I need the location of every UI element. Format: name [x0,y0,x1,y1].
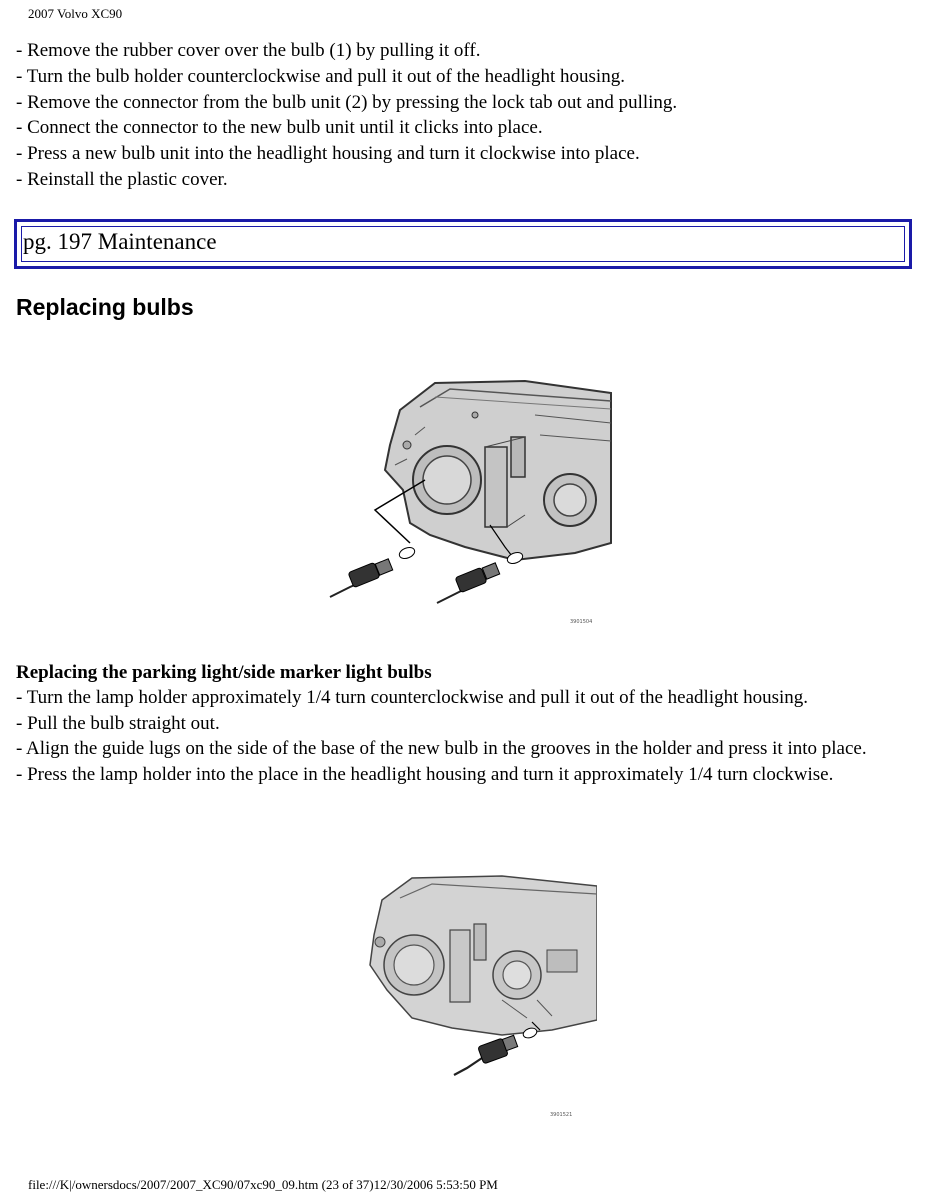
parking-light-figure [352,870,597,1120]
instruction-step: - Reinstall the plastic cover. [16,168,228,190]
parking-light-heading: Replacing the parking light/side marker light bulbs [16,662,432,683]
bulb-replacement-steps [16,38,677,193]
file-path-footer: file:///K|/ownersdocs/2007/2007_XC90/07xc90_09.htm (23 of 37)12/30/2006 5:53:50 PM [28,1177,498,1192]
section-title: Replacing bulbs [16,294,194,320]
instruction-step: - Turn the lamp holder approximately 1/4 turn counterclockwise and pull it out of the headlight housing. [16,687,809,708]
parking-light-illustration [352,870,597,1120]
instruction-step: - Turn the bulb holder counterclockwise and pull it out of the headlight housing. [16,65,625,87]
document-header: 2007 Volvo XC90 [28,6,123,21]
headlight-illustration [325,375,615,630]
instruction-step: - Pull the bulb straight out. [16,712,220,734]
instruction-step: - Connect the connector to the new bulb unit until it clicks into place. [16,117,543,139]
page-marker-box [14,219,912,269]
instruction-step: - Press a new bulb unit into the headlight housing and turn it clockwise into place. [16,143,640,165]
instruction-step: - Press the lamp holder into the place in the headlight housing and turn it approximately 1/4 turn clockwise. [16,764,834,786]
instruction-step: - Remove the connector from the bulb unit (2) by pressing the lock tab out and pulling. [16,91,678,113]
instruction-step: - Align the guide lugs on the side of the base of the new bulb in the grooves in the holder and press it into place. [16,738,867,760]
page-marker: pg. 197 Maintenance [23,229,217,254]
figure-code: 3901521 [550,1112,573,1118]
instruction-step: - Remove the rubber cover over the bulb (1) by pulling it off. [16,40,481,61]
parking-light-steps [16,685,916,788]
headlight-bulbs-figure [325,375,615,630]
figure-code: 3901504 [570,619,593,625]
